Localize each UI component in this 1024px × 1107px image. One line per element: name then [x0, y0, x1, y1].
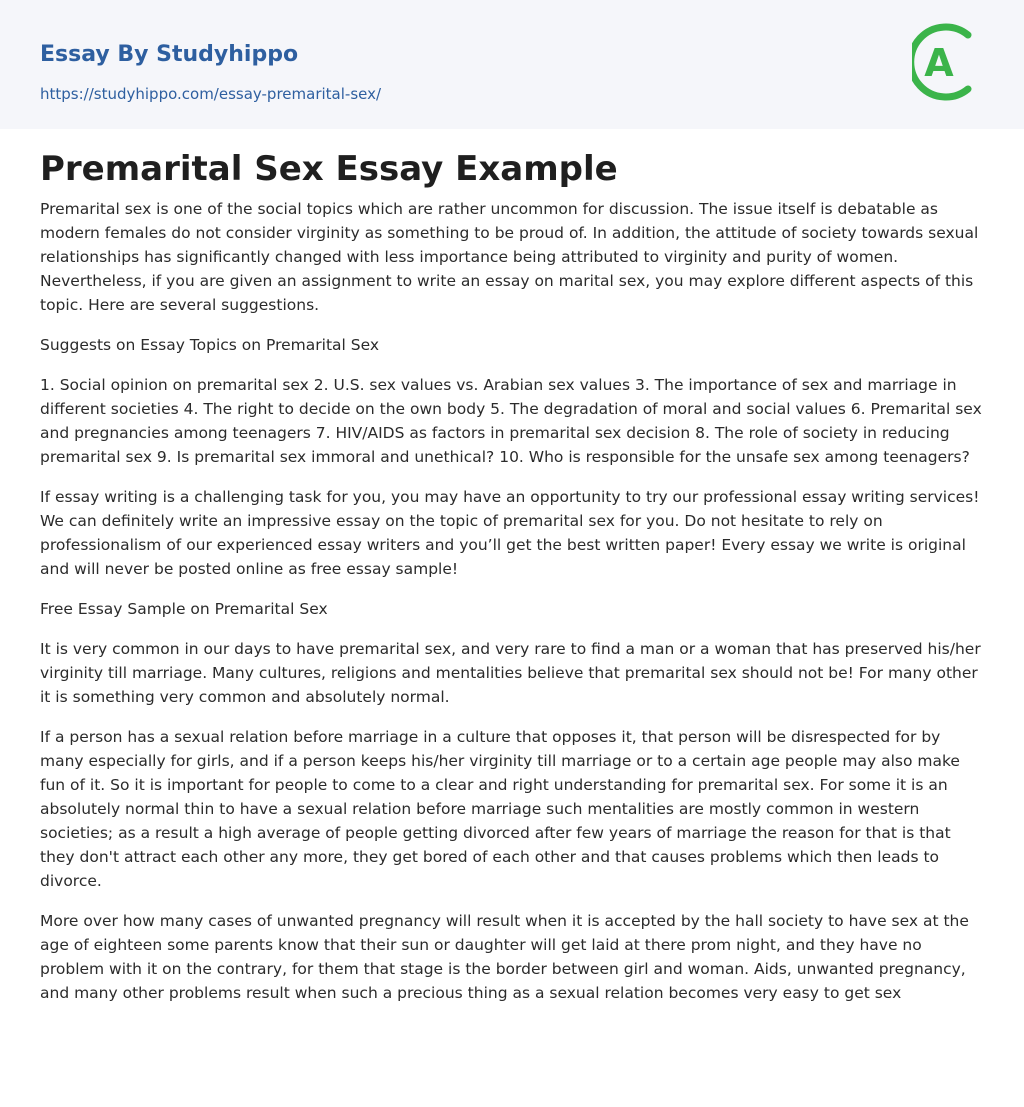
- paragraph-intro: Premarital sex is one of the social topics which are rather uncommon for discussion. The issue itself is debatable as modern females do not consider virginity as something to be proud of. In addition, the attitude of society towards sexual relationships has significantly changed with less importance being attributed to virginity and purity of women. Nevertheless, if you are given an assignment to write an essay on marital sex, you may explore different aspects of this topic. Here are several suggestions.: [40, 200, 979, 314]
- page-url-link[interactable]: https://studyhippo.com/essay-premarital-sex/: [40, 85, 382, 103]
- paragraph-services: If essay writing is a challenging task for you, you may have an opportunity to try our professional essay writing services! We can definitely write an impressive essay on the topic of premarital sex for you. Do not hesitate to rely on professionalism of our experienced essay writers and you’ll get the best written paper! Every essay we write is original and will never be posted online as free essay sample!: [40, 488, 980, 578]
- article-title: Premarital Sex Essay Example: [40, 149, 618, 189]
- article-body: [0, 147, 1024, 1005]
- paragraph-sample-heading: Free Essay Sample on Premarital Sex: [40, 600, 328, 618]
- paragraph-topics-heading: Suggests on Essay Topics on Premarital Sex: [40, 336, 380, 354]
- logo-letter: A: [924, 41, 954, 85]
- paragraph-body-3: More over how many cases of unwanted pregnancy will result when it is accepted by the hall society to have sex at the age of eighteen some parents know that their sun or daughter will get laid at there prom night, and they have no problem with it on the contrary, for them that stage is the border between girl and woman. Aids, unwanted pregnancy, and many other problems result when such a precious thing as a sexual relation becomes very easy to get sex: [40, 912, 969, 1002]
- paragraph-body-2: If a person has a sexual relation before marriage in a culture that opposes it, that person will be disrespected for by many especially for girls, and if a person keeps his/her virginity till marriage or to a certain age people may also make fun of it. So it is important for people to come to a clear and right understanding for premarital sex. For some it is an absolutely normal thin to have a sexual relation before marriage such mentalities are mostly common in western societies; as a result a high average of people getting divorced after few years of marriage the reason for that is that they don't attract each other any more, they get bored of each other and that causes problems which then leads to divorce.: [40, 728, 960, 890]
- studyhippo-logo-icon[interactable]: [912, 19, 986, 105]
- site-header: [0, 0, 1024, 129]
- brand-title[interactable]: Essay By Studyhippo: [40, 42, 299, 67]
- paragraph-body-1: It is very common in our days to have premarital sex, and very rare to find a man or a woman that has preserved his/her virginity till marriage. Many cultures, religions and mentalities believe that premarital sex should not be! For many other it is something very common and absolutely normal.: [40, 640, 981, 706]
- paragraph-topics-list: 1. Social opinion on premarital sex 2. U.S. sex values vs. Arabian sex values 3. The importance of sex and marriage in different societies 4. The right to decide on the own body 5. The degradation of moral and social values 6. Premarital sex and pregnancies among teenagers 7. HIV/AIDS as factors in premarital sex decision 8. The role of society in reducing premarital sex 9. Is premarital sex immoral and unethical? 10. Who is responsible for the unsafe sex among teenagers?: [40, 376, 982, 466]
